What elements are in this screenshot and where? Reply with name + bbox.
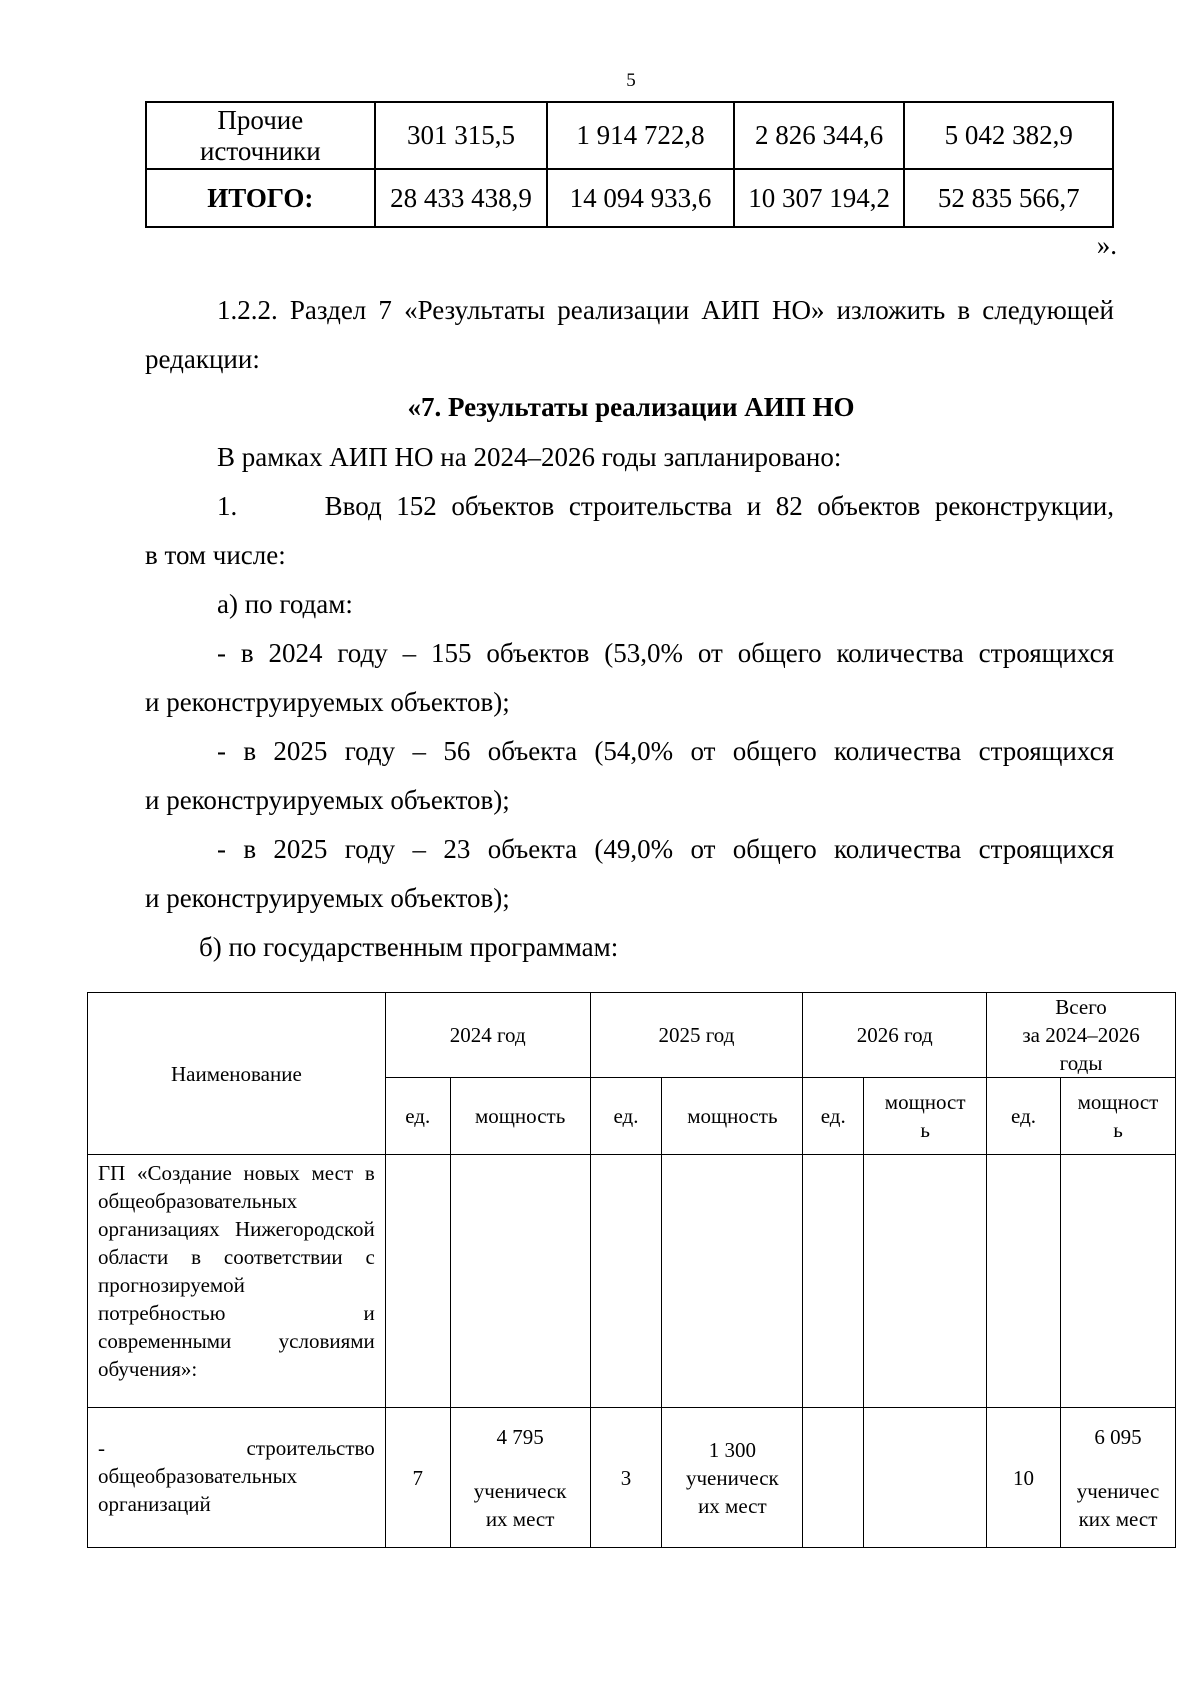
column-header-unit: ед. [987,1078,1061,1155]
column-header-year: 2026 год [803,993,987,1078]
header-row [88,993,1176,1078]
header-line: ь [1113,1118,1123,1142]
table-cell: 1 914 722,8 [547,102,734,169]
table-cell [662,1155,803,1408]
column-header-capacity: мощность [450,1078,590,1155]
cell-line: ученическ [685,1465,779,1490]
column-header-year: 2025 год [590,993,803,1078]
cell-line: ких мест [1078,1506,1158,1531]
paragraph-line: - в 2025 году – 56 объекта (54,0% от общего количества строящихся [217,736,1114,766]
column-header-unit: ед. [385,1078,450,1155]
table-row [88,1155,1176,1408]
table-cell: 28 433 438,9 [375,169,548,227]
paragraph-line: редакции: [145,344,260,374]
closing-quote: ». [1096,230,1117,260]
paragraph-line: 1.2.2. Раздел 7 «Результаты реализации АИП НО» изложить в следующей [217,295,1114,325]
paragraph-line: и реконструируемых объектов); [145,687,510,717]
table-cell [590,1155,662,1408]
header-line: Всего [1055,995,1107,1019]
cell-line: ученичес [1076,1478,1160,1503]
paragraph-line: - в 2025 году – 23 объекта (49,0% от общего количества строящихся [217,834,1114,864]
cell-line: 1 300 [708,1437,756,1462]
column-header-unit: ед. [803,1078,864,1155]
table-cell: 7 [385,1408,450,1548]
table-cell [803,1408,864,1548]
table-cell [450,1155,590,1408]
row-label: - строительство общеобразовательных организаций [88,1408,386,1548]
table-cell: 301 315,5 [375,102,548,169]
paragraph-line: б) по государственным программам: [199,932,619,962]
table-cell [1060,1155,1175,1408]
column-header-capacity [864,1078,987,1155]
column-header-total [987,993,1176,1078]
table-cell: 5 042 382,9 [904,102,1113,169]
table-cell [987,1155,1061,1408]
table-cell [385,1155,450,1408]
cell-line: ученическ [473,1478,567,1503]
table-cell: 10 307 194,2 [734,169,905,227]
row-label-line: Прочие [217,104,304,135]
paragraph-line: и реконструируемых объектов); [145,785,510,815]
column-header-capacity [1060,1078,1175,1155]
paragraph-line: В рамках АИП НО на 2024–2026 годы запланировано: [217,442,842,472]
paragraph-line: а) по годам: [217,589,353,619]
paragraph-line: 1. Ввод 152 объектов строительства и 82 объектов реконструкции, [217,491,1114,521]
table-cell: 52 835 566,7 [904,169,1113,227]
table-row [146,169,1113,227]
table-row [88,1408,1176,1548]
table-cell: 10 [987,1408,1061,1548]
page-number: 5 [626,70,636,91]
cell-line: их мест [698,1493,767,1518]
row-label [146,102,375,169]
paragraph-line: в том числе: [145,540,286,570]
table-cell: 3 [590,1408,662,1548]
table-cell [450,1408,590,1548]
header-line: за 2024–2026 [1022,1023,1140,1047]
table-cell [1060,1408,1175,1548]
table-cell: 2 826 344,6 [734,102,905,169]
header-line: годы [1059,1051,1103,1075]
table-cell [864,1155,987,1408]
paragraph-line: и реконструируемых объектов); [145,883,510,913]
row-label-line: источники [199,135,321,166]
table-cell [803,1155,864,1408]
column-header-year: 2024 год [385,993,590,1078]
header-line: мощност [1077,1090,1159,1114]
header-line: мощност [884,1090,966,1114]
table-cell: 14 094 933,6 [547,169,734,227]
total-label: ИТОГО: [146,169,375,227]
column-header-capacity: мощность [662,1078,803,1155]
table-row [146,102,1113,169]
cell-line: их мест [485,1506,555,1531]
column-header-name: Наименование [88,993,386,1155]
table-cell [662,1408,803,1548]
table-cell [864,1408,987,1548]
section-heading: «7. Результаты реализации АИП НО [407,392,855,422]
cell-line: 6 095 [1094,1424,1142,1449]
results-table [87,992,1176,1548]
header-line: ь [920,1118,930,1142]
funding-table [145,101,1114,228]
cell-line: 4 795 [496,1424,544,1449]
program-name: ГП «Создание новых мест в общеобразовательных организациях Нижегородской области в соответствии с прогнозируемой потребностью и современными условиями обучения»: [88,1155,386,1408]
paragraph-line: - в 2024 году – 155 объектов (53,0% от общего количества строящихся [217,638,1114,668]
column-header-unit: ед. [590,1078,662,1155]
